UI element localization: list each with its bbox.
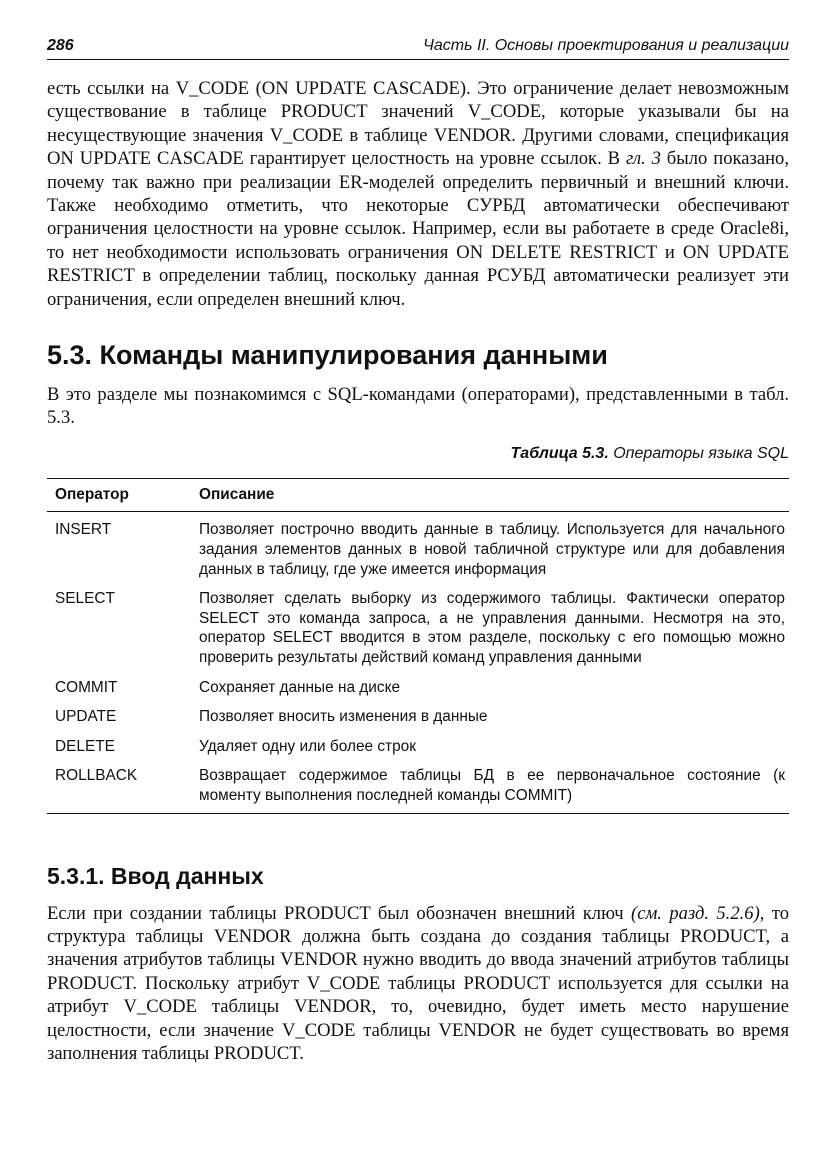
table-row	[47, 673, 789, 703]
running-title: Часть II. Основы проектирования и реализации	[423, 37, 789, 54]
paragraph-text: , то структура таблицы VENDOR должна быть создана до создания таблицы PRODUCT, а значения атрибутов таблицы VENDOR нужно вводить до ввода значений атрибутов таблицы PRODUCT. Поскольку атрибут V_CODE таблицы PRODUCT используется для ссылки на атрибут V_CODE таблицы VENDOR, то, очевидно, будет иметь место нарушение целостности, если значение V_CODE таблицы VENDOR не будет существовать во время заполнения таблицы PRODUCT.	[47, 902, 789, 1065]
description-cell: Возвращает содержимое таблицы БД в ее первоначальное состояние (к моменту выполнения последней команды COMMIT)	[199, 767, 785, 804]
paragraph-text: Если при создании таблицы PRODUCT был обозначен внешний ключ	[47, 902, 631, 924]
operator-cell: COMMIT	[55, 678, 118, 696]
subsection-title: 5.3.1. Ввод данных	[47, 862, 264, 889]
chapter-reference: гл. 3	[625, 148, 661, 170]
table-row	[47, 512, 789, 584]
description-cell: Позволяет вносить изменения в данные	[199, 708, 488, 726]
paragraph-referential-integrity	[47, 77, 789, 311]
operator-cell: INSERT	[55, 521, 112, 539]
paragraph-text: есть ссылки на V_CODE (ON UPDATE CASCADE). Это ограничение делает невозможным существование в таблице PRODUCT значений V_CODE, которые указывали бы на несуществующие значения V_CODE в таблице VENDOR. Другими словами, спецификация ON UPDATE CASCADE гарантирует целостность на уровне ссылок. В	[47, 78, 789, 170]
description-cell: Позволяет построчно вводить данные в таблицу. Используется для начального задания элементов данных в новой табличной структуре или для добавления данных в таблицу, где уже имеется информация	[199, 521, 785, 578]
operator-cell: UPDATE	[55, 708, 117, 726]
paragraph-text: было показано, почему так важно при реализации ER-моделей определить первичный и внешний ключи. Также необходимо отметить, что некоторые СУРБД автоматически обеспечивают ограничения целостности на уровне ссылок. Например, если вы работаете в среде Oracle8i, то нет необходимости использовать ограничения ON DELETE RESTRICT и ON UPDATE RESTRICT в определении таблиц, поскольку данная РСУБД автоматически реализует эти ограничения, если определен внешний ключ.	[47, 148, 789, 310]
sql-operators-table	[47, 478, 789, 814]
column-header-operator: Оператор	[47, 478, 199, 512]
table-header-row	[47, 478, 789, 512]
operator-cell: SELECT	[55, 590, 115, 608]
table-row	[47, 761, 789, 813]
column-header-description: Описание	[199, 478, 789, 512]
table-caption	[47, 444, 789, 464]
book-page	[47, 36, 789, 1065]
description-cell: Сохраняет данные на диске	[199, 678, 401, 696]
running-header	[47, 36, 789, 60]
section-reference: (см. разд. 5.2.6)	[631, 902, 760, 924]
table-caption-number: Таблица 5.3.	[510, 444, 609, 462]
paragraph-data-input	[47, 902, 789, 1066]
section-intro: В это разделе мы познакомимся с SQL-командами (операторами), представленными в табл. 5.3.	[47, 384, 789, 429]
section-title: 5.3. Команды манипулирования данными	[47, 340, 608, 371]
table-caption-text: Операторы языка SQL	[613, 444, 789, 462]
operator-cell: DELETE	[55, 737, 115, 755]
description-cell: Удаляет одну или более строк	[199, 737, 416, 755]
page-number: 286	[47, 37, 74, 54]
description-cell: Позволяет сделать выборку из содержимого таблицы. Фактически оператор SELECT это команда запроса, а не управления данными. Несмотря на это, оператор SELECT вводится в этом разделе, поскольку с его помощью можно проверить результаты действий команд управления данными	[199, 590, 785, 667]
table-row	[47, 702, 789, 732]
table-row	[47, 732, 789, 762]
operator-cell: ROLLBACK	[55, 767, 138, 785]
table-row	[47, 584, 789, 672]
